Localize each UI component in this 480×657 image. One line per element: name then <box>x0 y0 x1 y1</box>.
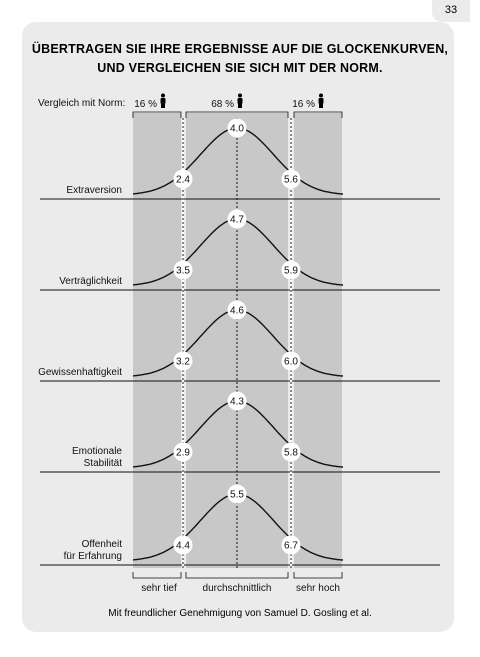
mean-value-marker <box>228 485 247 504</box>
low-value-marker <box>174 536 193 555</box>
title-line-1: ÜBERTRAGEN SIE IHRE ERGEBNISSE AUF DIE GLOCKENKURVEN, <box>31 42 449 56</box>
high-value-marker <box>282 170 301 189</box>
footer-bracket-mid <box>186 572 288 578</box>
compare-label: Vergleich mit Norm: <box>38 98 126 109</box>
marker-value: 5.5 <box>230 489 244 501</box>
marker-value: 3.2 <box>176 356 190 368</box>
high-value-marker <box>282 443 301 462</box>
range-label: durchschnittlich <box>202 583 272 594</box>
trait-label: Extraversion <box>66 185 122 196</box>
low-value-marker <box>174 170 193 189</box>
person-icon-legs <box>319 103 323 108</box>
person-icon <box>238 94 243 109</box>
marker-value: 2.4 <box>176 174 190 186</box>
marker-value: 6.7 <box>284 540 298 552</box>
marker-value: 4.4 <box>176 540 190 552</box>
mean-value-marker <box>228 119 247 138</box>
marker-value: 5.6 <box>284 174 298 186</box>
marker-value: 3.5 <box>176 265 190 277</box>
low-value-marker <box>174 443 193 462</box>
marker-value: 4.3 <box>230 396 244 408</box>
group-percent: 16 % <box>292 99 315 110</box>
person-icon-legs <box>161 103 165 108</box>
person-icon <box>161 94 166 109</box>
marker-value: 4.7 <box>230 214 244 226</box>
person-icon-head <box>238 94 242 98</box>
marker-value: 6.0 <box>284 356 298 368</box>
group-percent: 68 % <box>211 99 234 110</box>
credit-note: Mit freundlicher Genehmigung von Samuel D. Gosling et al. <box>108 608 372 619</box>
range-label: sehr hoch <box>296 583 340 594</box>
trait-label: für Erfahrung <box>63 551 122 562</box>
trait-label: Verträglichkeit <box>59 276 122 287</box>
footer-bracket-low <box>133 572 181 578</box>
marker-value: 5.8 <box>284 447 298 459</box>
page-number: 33 <box>432 0 470 22</box>
marker-value: 4.0 <box>230 123 244 135</box>
high-value-marker <box>282 536 301 555</box>
person-icon-head <box>161 94 165 98</box>
title-line-2: UND VERGLEICHEN SIE SICH MIT DER NORM. <box>97 61 383 75</box>
trait-label: Emotionale <box>71 446 122 457</box>
group-percent: 16 % <box>134 99 157 110</box>
marker-value: 5.9 <box>284 265 298 277</box>
marker-value: 4.6 <box>230 305 244 317</box>
footer-bracket-high <box>294 572 342 578</box>
mean-value-marker <box>228 392 247 411</box>
range-labels <box>133 572 342 594</box>
trait-label: Gewissenhaftigkeit <box>38 367 122 378</box>
high-value-marker <box>282 261 301 280</box>
mean-value-marker <box>228 210 247 229</box>
mean-value-marker <box>228 301 247 320</box>
high-value-marker <box>282 352 301 371</box>
trait-label: Stabilität <box>83 458 122 469</box>
trait-label: Offenheit <box>81 539 122 550</box>
person-icon <box>319 94 324 109</box>
low-value-marker <box>174 261 193 280</box>
marker-value: 2.9 <box>176 447 190 459</box>
low-value-marker <box>174 352 193 371</box>
person-icon-legs <box>238 103 242 108</box>
range-label: sehr tief <box>141 583 177 594</box>
person-icon-head <box>319 94 323 98</box>
